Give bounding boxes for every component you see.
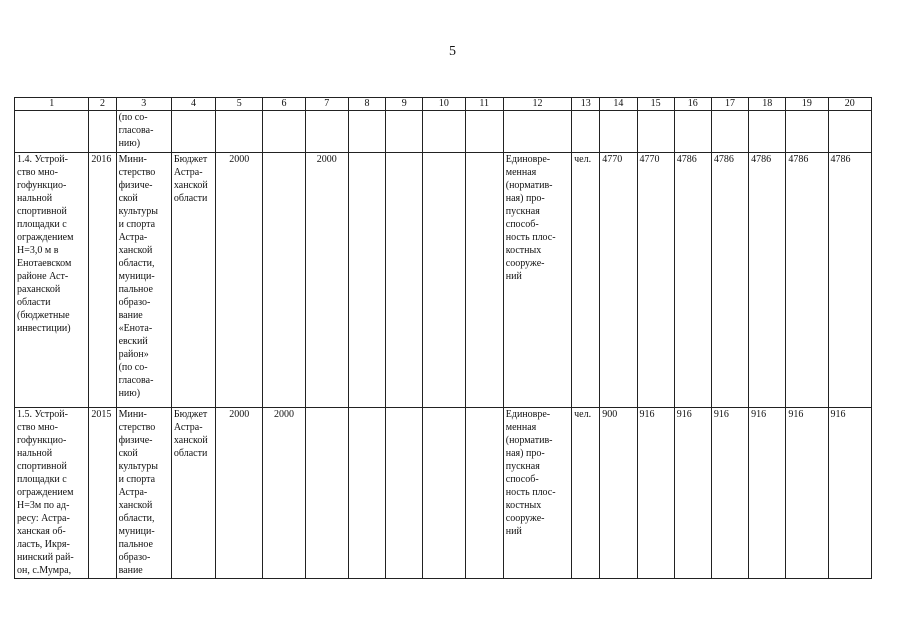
table-cell (465, 408, 503, 579)
header-row (15, 98, 872, 111)
table-cell: Бюджет Астра- ханской области (171, 153, 215, 408)
table-cell (386, 408, 423, 579)
header-cell: 6 (263, 98, 305, 111)
table-cell: Бюджет Астра- ханской области (171, 408, 215, 579)
table-cell: 1.5. Устрой- ство мно- гофункцио- нальной спортивной площадки с ограждением Н=3м по ад- ресу: Астра- ханская об- ласть, Икря- нинский рай- он, с.Мумра, (15, 408, 89, 579)
table-cell: 2016 (89, 153, 116, 408)
table-cell: 4786 (711, 153, 748, 408)
table-cell (786, 111, 828, 153)
table-cell (305, 408, 348, 579)
table-row (15, 408, 872, 579)
data-table (14, 97, 872, 579)
header-cell: 16 (674, 98, 711, 111)
table-cell: 916 (749, 408, 786, 579)
header-cell: 10 (423, 98, 465, 111)
table-cell (749, 111, 786, 153)
continuation-row (15, 111, 872, 153)
table-cell: 2000 (263, 408, 305, 579)
table-cell: Мини- стерство физиче- ской культуры и спорта Астра- ханской области, муници- пальное образо- вание (116, 408, 171, 579)
table-cell: 900 (600, 408, 637, 579)
header-cell: 4 (171, 98, 215, 111)
header-cell: 17 (711, 98, 748, 111)
table-cell (423, 153, 465, 408)
table-cell: чел. (572, 408, 600, 579)
table-cell: 4786 (674, 153, 711, 408)
header-cell: 19 (786, 98, 828, 111)
table-cell: Мини- стерство физиче- ской культуры и спорта Астра- ханской области, муници- пальное образо- вание «Енота- евский район» (по со- гласова- нию) (116, 153, 171, 408)
header-cell: 20 (828, 98, 871, 111)
table-cell: Единовре- менная (норматив- ная) про- пускная способ- ность плос- костных сооруже- ний (503, 153, 571, 408)
table-cell (423, 408, 465, 579)
header-cell: 13 (572, 98, 600, 111)
header-cell: 5 (216, 98, 263, 111)
table-cell (171, 111, 215, 153)
table-cell (711, 111, 748, 153)
table-cell: 4770 (637, 153, 674, 408)
table-cell (263, 111, 305, 153)
table-cell: 916 (674, 408, 711, 579)
table-cell (216, 111, 263, 153)
table-cell (348, 111, 385, 153)
table-cell (263, 153, 305, 408)
header-cell: 15 (637, 98, 674, 111)
table-cell: 916 (828, 408, 871, 579)
table-cell: Единовре- менная (норматив- ная) про- пускная способ- ность плос- костных сооруже- ний (503, 408, 571, 579)
table-cell: 2000 (305, 153, 348, 408)
page-number: 5 (449, 44, 456, 59)
table-cell (89, 111, 116, 153)
header-cell: 2 (89, 98, 116, 111)
table-cell (386, 153, 423, 408)
table-cell: 4786 (828, 153, 871, 408)
table-cell (305, 111, 348, 153)
table-cell: 1.4. Устрой- ство мно- гофункцио- нальной спортивной площадки с ограждением Н=3,0 м в Енотаевском районе Аст- раханской области (бюджетные инвестиции) (15, 153, 89, 408)
table-cell: 2000 (216, 408, 263, 579)
header-cell: 7 (305, 98, 348, 111)
table-cell (348, 153, 385, 408)
table-cell (348, 408, 385, 579)
table-row (15, 153, 872, 408)
header-cell: 9 (386, 98, 423, 111)
table-cell (600, 111, 637, 153)
header-cell: 3 (116, 98, 171, 111)
table-cell (637, 111, 674, 153)
table-cell (465, 153, 503, 408)
table-cell: 916 (786, 408, 828, 579)
table-cell (674, 111, 711, 153)
table-cell: 916 (637, 408, 674, 579)
table-cell (386, 111, 423, 153)
table-cell (828, 111, 871, 153)
table-cell: 4770 (600, 153, 637, 408)
header-cell: 8 (348, 98, 385, 111)
header-cell: 12 (503, 98, 571, 111)
header-cell: 1 (15, 98, 89, 111)
table-cell: чел. (572, 153, 600, 408)
table-cell: 4786 (749, 153, 786, 408)
header-cell: 11 (465, 98, 503, 111)
header-cell: 18 (749, 98, 786, 111)
table-cell: 2015 (89, 408, 116, 579)
table-cell (465, 111, 503, 153)
table-cell: 916 (711, 408, 748, 579)
table-cell (423, 111, 465, 153)
table-cell (572, 111, 600, 153)
table-cell (503, 111, 571, 153)
table-cell (15, 111, 89, 153)
table-cell: 2000 (216, 153, 263, 408)
table-cell: 4786 (786, 153, 828, 408)
header-cell: 14 (600, 98, 637, 111)
table-cell: (по со- гласова- нию) (116, 111, 171, 153)
